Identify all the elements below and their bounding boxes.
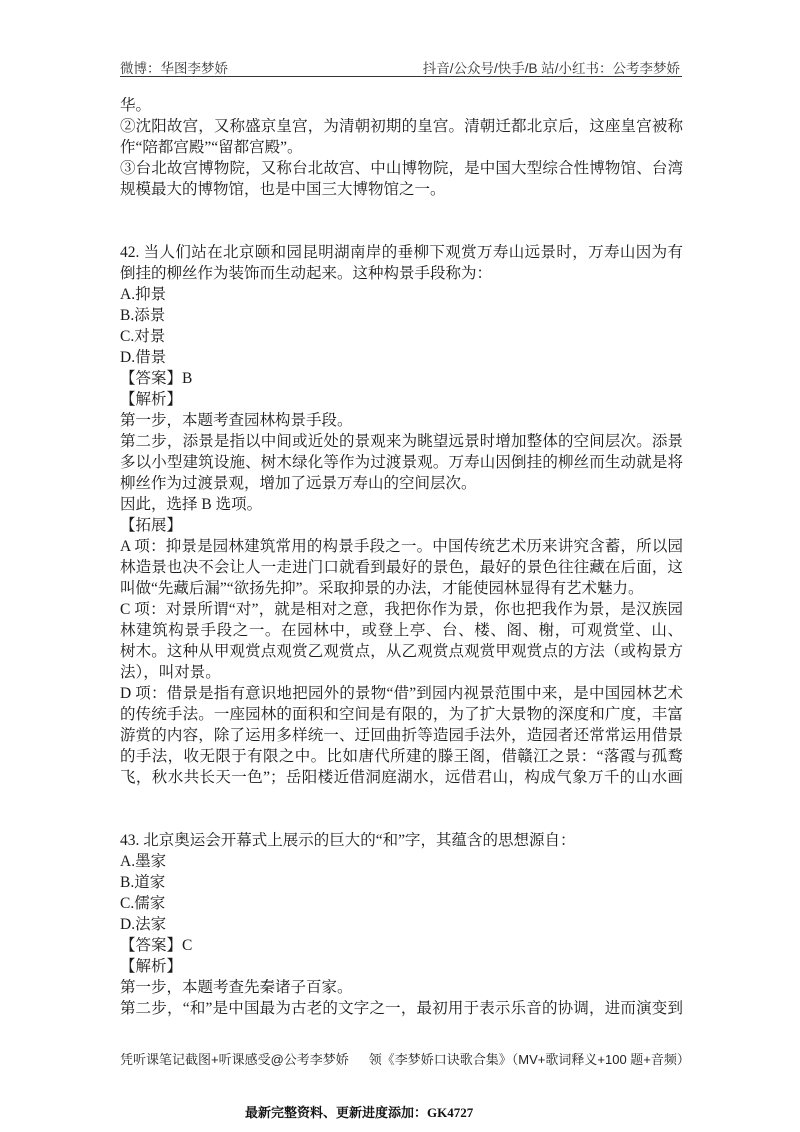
text-line: 【解析】 — [120, 958, 183, 975]
text-line: 倒挂的柳丝作为装饰而生动起来。这种构景手段称为： — [120, 265, 493, 282]
text-line: C.对景 — [120, 328, 166, 345]
text-line: 作“陪都宫殿”“留都宫殿”。 — [120, 139, 303, 156]
text-line: 43. 北京奥运会开幕式上展示的巨大的“和”字，其蕴含的思想源自： — [120, 832, 576, 849]
text-line: 第一步，本题考查先秦诸子百家。 — [120, 979, 353, 996]
text-line: A.抑景 — [120, 286, 167, 303]
text-line: C.儒家 — [120, 895, 166, 912]
block-spacer — [120, 221, 683, 242]
text-line: 第二步，添景是指以中间或近处的景观来为眺望远景时增加整体的空间层次。添景 — [120, 433, 683, 450]
text-line: B.添景 — [120, 307, 166, 324]
text-line: 规模最大的博物馆，也是中国三大博物馆之一。 — [120, 181, 446, 198]
block-spacer — [120, 809, 683, 830]
text-line: D.法家 — [120, 916, 167, 933]
text-line: ③台北故宫博物院，又称台北故宫、中山博物院，是中国大型综合性博物馆、台湾 — [120, 160, 683, 177]
text-line: 法），叫对景。 — [120, 664, 221, 681]
question-block — [120, 830, 683, 1019]
text-line: 第一步，本题考查园林构景手段。 — [120, 412, 353, 429]
page-footer — [120, 1049, 690, 1068]
text-line: B.道家 — [120, 874, 166, 891]
text-line: 因此，选择 B 选项。 — [120, 496, 263, 513]
text-line: 飞，秋水共长天一色”；岳阳楼近借洞庭湖水，远借君山，构成气象万千的山水画 — [120, 769, 683, 786]
text-line: 【答案】B — [120, 370, 193, 387]
block-spacer — [120, 200, 683, 221]
text-line: C 项：对景所谓“对”，就是相对之意，我把你作为景，你也把我作为景，是汉族园 — [120, 601, 683, 618]
text-line: A 项：抑景是园林建筑常用的构景手段之一。中国传统艺术历来讲究含蓄，所以园 — [120, 538, 683, 555]
text-line: 林建筑构景手段之一。在园林中，或登上亭、台、楼、阁、榭，可观赏堂、山、 — [120, 622, 683, 639]
block-spacer — [120, 788, 683, 809]
text-line: 柳丝作为过渡景观，增加了远景万寿山的空间层次。 — [120, 475, 477, 492]
text-line: 华。 — [120, 97, 152, 114]
text-line: D.借景 — [120, 349, 167, 366]
footer-left: 凭听课笔记截图+听课感受@公考李梦娇 — [120, 1052, 349, 1067]
page-header — [120, 56, 682, 77]
text-line: 树木。这种从甲观赏点观赏乙观赏点，从乙观赏点观赏甲观赏点的方法（或构景方 — [120, 643, 683, 660]
question-block — [120, 242, 683, 788]
text-line: 【拓展】 — [120, 517, 183, 534]
footer-contact: 最新完整资料、更新进度添加：GK4727 — [245, 1105, 474, 1120]
text-line: 【答案】C — [120, 937, 193, 954]
text-line: 的手法，收无限于有限之中。比如唐代所建的滕王阁，借赣江之景：“落霞与孤鹜 — [120, 748, 683, 765]
text-line: 林造景也决不会让人一走进门口就看到最好的景色，最好的景色往往藏在后面，这 — [120, 559, 683, 576]
footer-right: 领《李梦娇口诀歌合集》（MV+歌词释义+100 题+音频） — [368, 1052, 690, 1067]
text-line: 游赏的内容，除了运用多样统一、迂回曲折等造园手法外，造园者还常常运用借景 — [120, 727, 683, 744]
document-body — [120, 95, 683, 1019]
header-weibo: 微博：华图李梦娇 — [120, 61, 228, 76]
text-line: 42. 当人们站在北京颐和园昆明湖南岸的垂柳下观赏万寿山远景时，万寿山因为有 — [120, 244, 683, 261]
text-line: 多以小型建筑设施、树木绿化等作为过渡景观。万寿山因倒挂的柳丝而生动就是将 — [120, 454, 683, 471]
text-line: A.墨家 — [120, 853, 167, 870]
text-line: ②沈阳故宫，又称盛京皇宫，为清朝初期的皇宫。清朝迁都北京后，这座皇宫被称 — [120, 118, 683, 135]
header-social: 抖音/公众号/快手/B 站/小红书：公考李梦娇 — [422, 61, 680, 76]
previous-explanation — [120, 95, 683, 200]
text-line: D 项：借景是指有意识地把园外的景物“借”到园内视景范围中来，是中国园林艺术 — [120, 685, 683, 702]
text-line: 的传统手法。一座园林的面积和空间是有限的，为了扩大景物的深度和广度，丰富 — [120, 706, 683, 723]
text-line: 【解析】 — [120, 391, 183, 408]
text-line: 叫做“先藏后漏”“欲扬先抑”。采取抑景的办法，才能使园林显得有艺术魅力。 — [120, 580, 644, 597]
text-line: 第二步，“和”是中国最为古老的文字之一，最初用于表示乐音的协调，进而演变到 — [120, 1000, 683, 1017]
